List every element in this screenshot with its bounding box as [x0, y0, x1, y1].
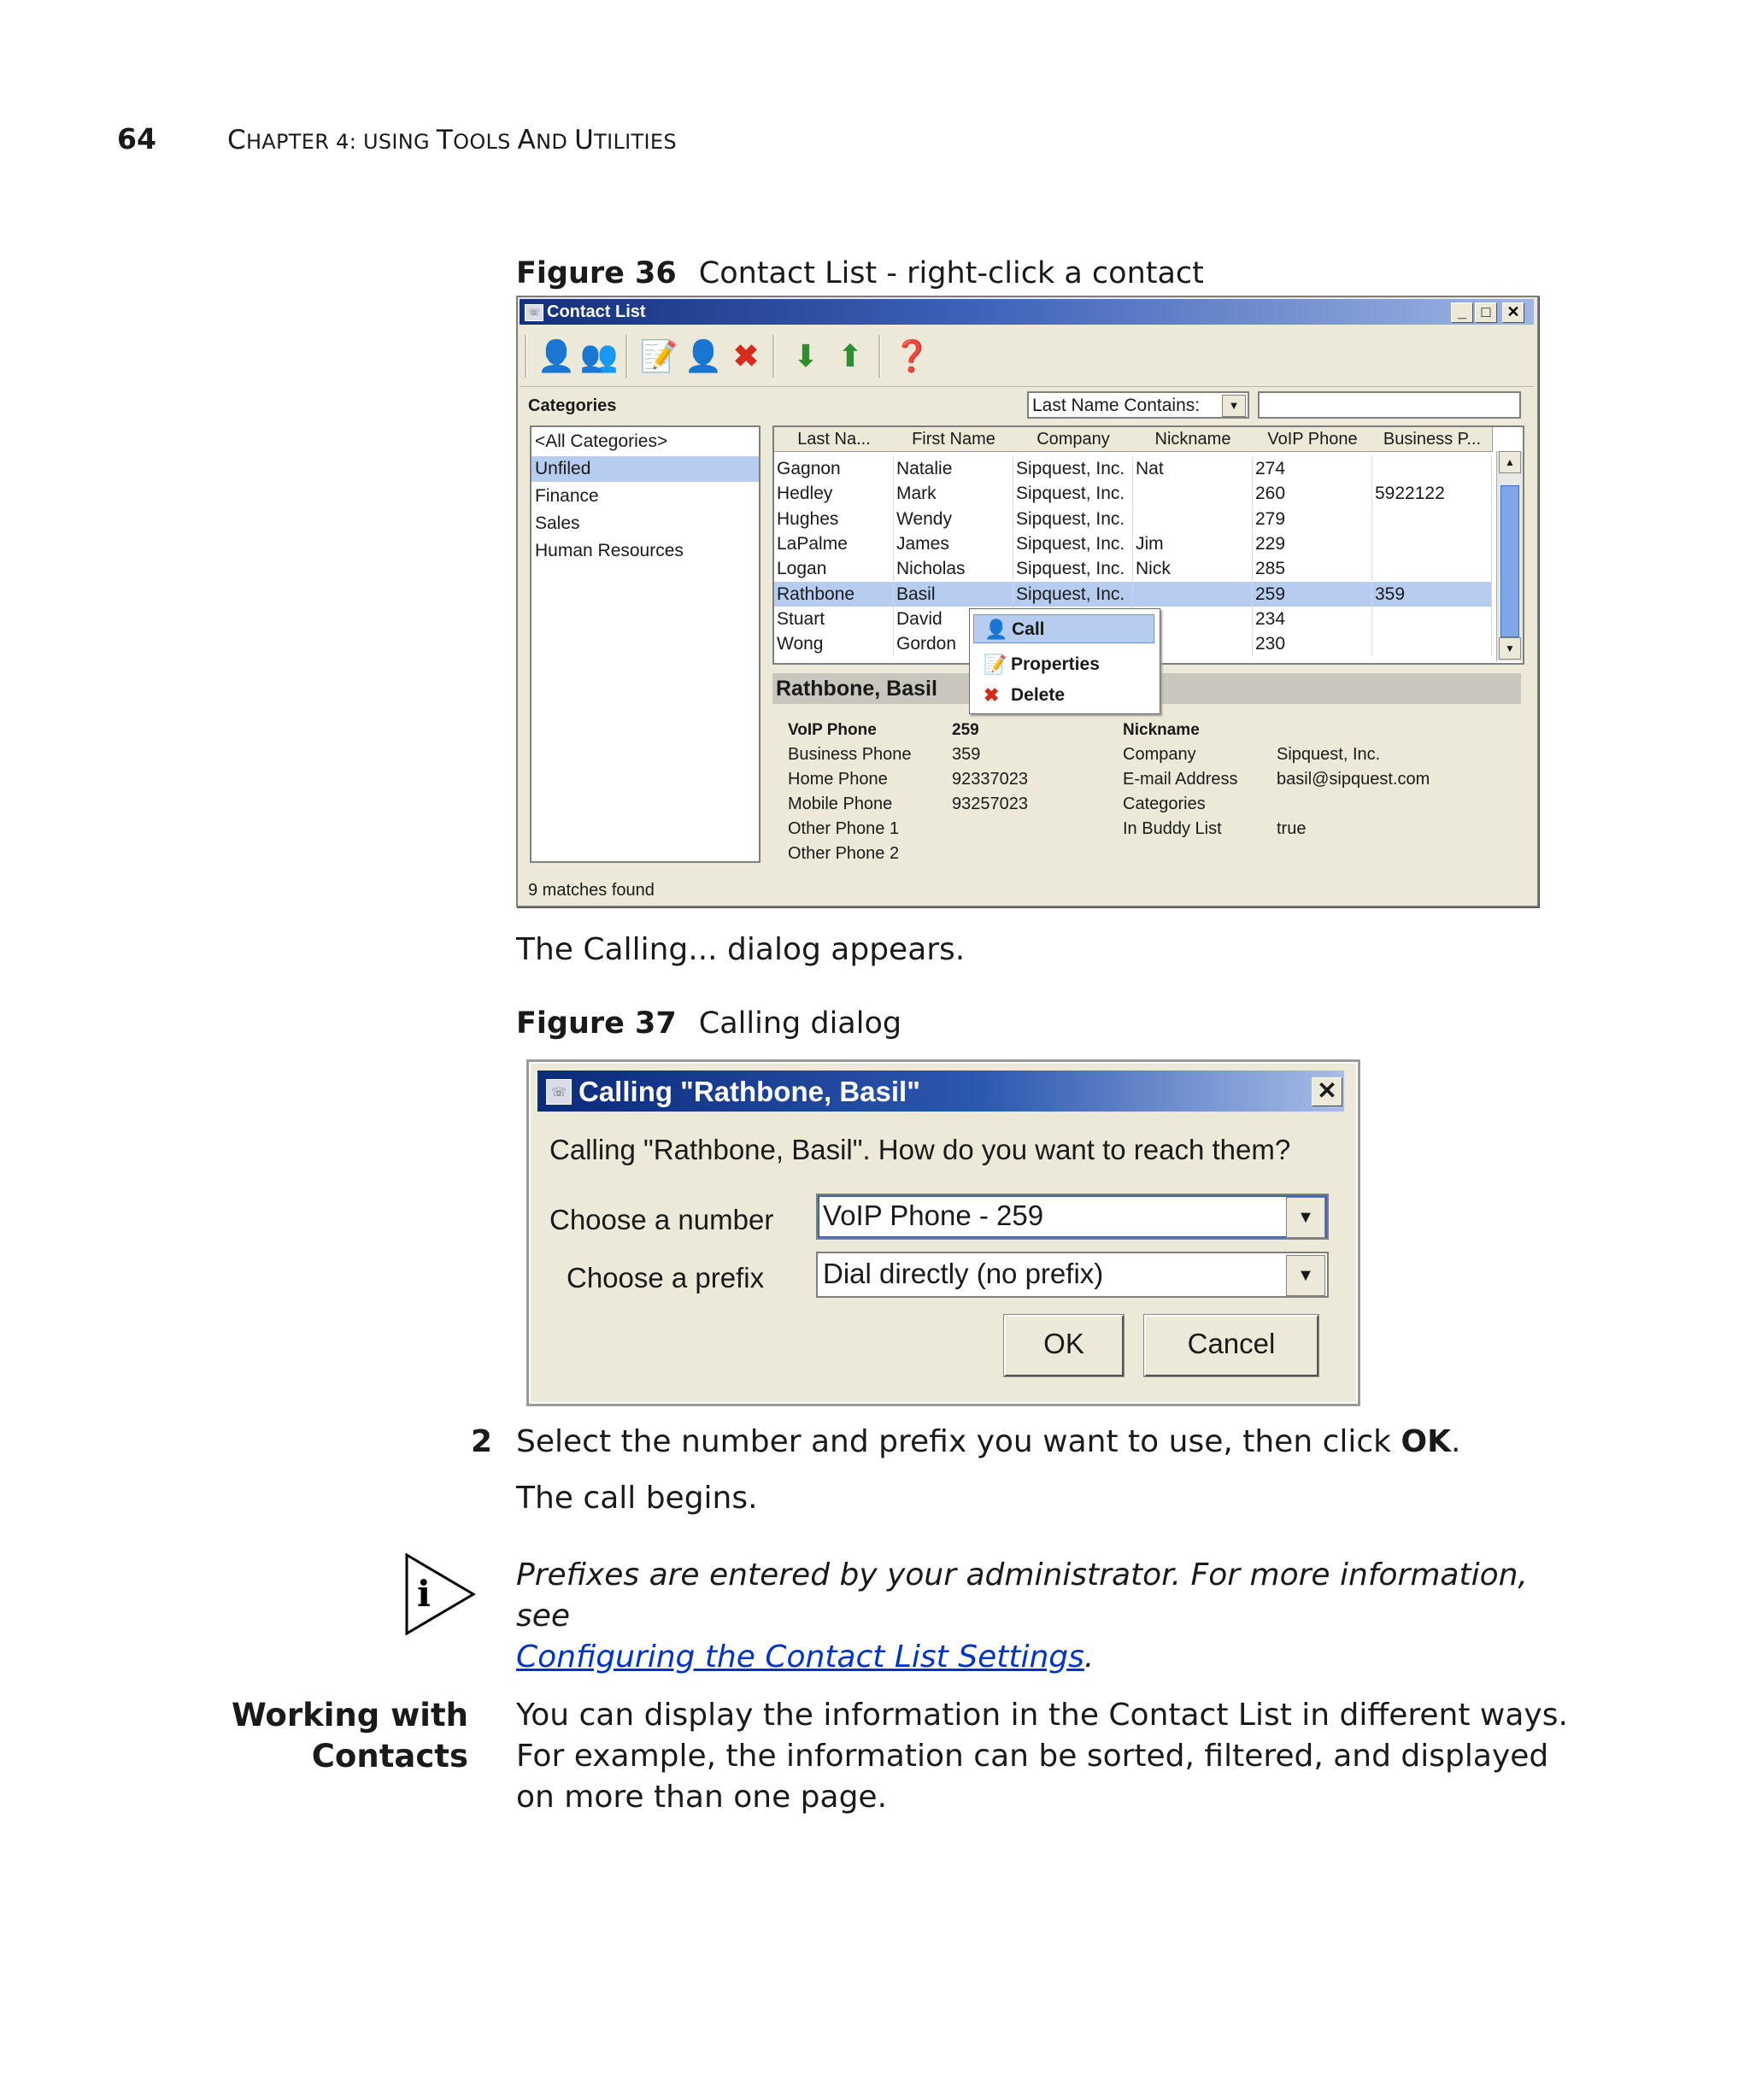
scroll-thumb[interactable] [1500, 485, 1519, 637]
cell-last-name: Wong [774, 631, 894, 656]
cell-nickname [1133, 481, 1253, 506]
detail-contact-name: Rathbone, Basil [776, 677, 937, 701]
table-row[interactable] [774, 481, 1492, 506]
cell-business-phone [1372, 607, 1492, 631]
table-row[interactable] [774, 582, 1492, 607]
cell-last-name: Gagnon [774, 456, 894, 481]
context-menu-properties[interactable]: 📝 Properties [973, 650, 1154, 679]
category-item-sales[interactable]: Sales [535, 513, 580, 533]
cell-business-phone: 359 [1372, 582, 1492, 607]
cell-first-name: Natalie [894, 456, 1013, 481]
import-icon[interactable]: ⬇ [792, 338, 819, 373]
category-item-finance[interactable]: Finance [535, 486, 599, 506]
calling-dialog [526, 1059, 1360, 1406]
close-button[interactable]: ✕ [1502, 302, 1524, 323]
detail-categories-label: Categories [1123, 795, 1206, 813]
cell-last-name: LaPalme [774, 531, 894, 556]
section-heading: Working with Contacts [231, 1697, 468, 1774]
cell-last-name: Hughes [774, 507, 894, 531]
cell-first-name: Mark [894, 481, 1013, 506]
cell-company: Sipquest, Inc. [1013, 456, 1133, 481]
table-row[interactable] [774, 507, 1492, 531]
status-text: 9 matches found [528, 881, 655, 900]
cell-first-name: Wendy [894, 507, 1013, 531]
detail-home-value: 92337023 [952, 770, 1028, 789]
table-scrollbar[interactable] [1496, 451, 1523, 661]
scroll-down-icon[interactable]: ▼ [1499, 637, 1521, 660]
ok-button[interactable]: OK [1004, 1315, 1124, 1376]
cell-first-name: Basil [894, 582, 1013, 607]
window-titlebar[interactable] [520, 299, 1534, 325]
delete-icon[interactable]: ✖ [732, 338, 760, 373]
cell-voip-phone: 259 [1253, 582, 1372, 607]
detail-voip-value: 259 [952, 721, 979, 739]
info-note-icon [405, 1553, 477, 1635]
detail-business-label: Business Phone [788, 745, 912, 764]
chevron-down-icon[interactable]: ▼ [1286, 1197, 1325, 1238]
cell-nickname [1133, 582, 1253, 607]
detail-email-label: E-mail Address [1123, 770, 1238, 789]
add-contact-icon[interactable]: 👤 [537, 338, 576, 373]
number-select[interactable]: VoIP Phone - 259 ▼ [816, 1194, 1329, 1240]
category-item-unfiled[interactable]: Unfiled [531, 456, 759, 482]
filter-mode-select[interactable]: Last Name Contains: ▼ [1027, 391, 1249, 419]
add-group-icon[interactable]: 👥 [579, 338, 619, 373]
category-item-human-resources[interactable]: Human Resources [535, 541, 684, 560]
cell-last-name: Rathbone [774, 582, 894, 607]
detail-mobile-value: 93257023 [952, 795, 1028, 813]
detail-mobile-label: Mobile Phone [788, 795, 893, 813]
maximize-button[interactable]: □ [1475, 302, 1497, 323]
figure-36-caption: Figure 36 Contact List - right-click a contact [516, 256, 1204, 290]
cell-business-phone [1372, 456, 1492, 481]
scroll-up-icon[interactable]: ▲ [1499, 451, 1521, 473]
cell-nickname [1133, 507, 1253, 531]
column-header-nickname[interactable]: Nickname [1133, 427, 1254, 452]
cell-voip-phone: 234 [1253, 607, 1372, 631]
cell-first-name: James [894, 531, 1013, 556]
edit-contact-icon[interactable]: 📝 [639, 338, 678, 373]
cell-voip-phone: 260 [1253, 481, 1372, 506]
cell-business-phone [1372, 507, 1492, 531]
choose-number-label: Choose a number [549, 1204, 774, 1235]
detail-voip-label: VoIP Phone [788, 721, 877, 739]
cell-first-name: Gordon [894, 631, 1013, 656]
category-item-all[interactable]: <All Categories> [535, 431, 668, 451]
cell-voip-phone: 274 [1253, 456, 1372, 481]
cell-business-phone [1372, 531, 1492, 556]
cell-voip-phone: 285 [1253, 556, 1372, 581]
detail-company-value: Sipquest, Inc. [1277, 745, 1381, 764]
cell-first-name: David [894, 607, 1013, 631]
cell-business-phone [1372, 556, 1492, 581]
app-icon: ☏ [546, 1079, 572, 1105]
filter-input[interactable] [1258, 391, 1521, 419]
detail-company-label: Company [1123, 745, 1196, 764]
dialog-title: Calling "Rathbone, Basil" [578, 1076, 920, 1107]
detail-buddy-value: true [1277, 819, 1307, 838]
app-icon: ☏ [525, 304, 543, 321]
cell-nickname: Jim [1133, 531, 1253, 556]
cell-business-phone: 5922122 [1372, 481, 1492, 506]
chapter-title: CHAPTER 4: USING TOOLS AND UTILITIES [227, 125, 677, 155]
cell-company: Sipquest, Inc. [1013, 556, 1133, 581]
table-row[interactable] [774, 456, 1492, 481]
step-2-text: Select the number and prefix you want to use, then click OK. [516, 1424, 1461, 1459]
cell-voip-phone: 230 [1253, 631, 1372, 656]
cell-company: Sipquest, Inc. [1013, 582, 1133, 607]
section-body: You can display the information in the Contact List in different ways. For example, the information can be sorted, filtered, and displayed on more than one page. [516, 1698, 1568, 1815]
cell-voip-phone: 279 [1253, 507, 1372, 531]
cell-company: Sipquest, Inc. [1013, 531, 1133, 556]
prefix-select[interactable]: Dial directly (no prefix) ▼ [816, 1252, 1329, 1298]
contact-list-settings-link[interactable]: Configuring the Contact List Settings [516, 1640, 1084, 1675]
detail-business-value: 359 [952, 745, 981, 764]
context-menu [969, 608, 1160, 714]
column-header-last-name[interactable]: Last Na... [774, 427, 895, 452]
export-icon[interactable]: ⬆ [837, 338, 864, 373]
choose-prefix-label: Choose a prefix [567, 1262, 765, 1293]
column-header-business-phone[interactable]: Business P... [1372, 427, 1493, 452]
context-menu-delete[interactable]: ✖ Delete [973, 681, 1154, 710]
toolbar-separator [772, 335, 775, 378]
toolbar-separator [625, 335, 628, 378]
cell-first-name: Nicholas [894, 556, 1013, 581]
toolbar-separator [878, 335, 881, 378]
cancel-button[interactable]: Cancel [1144, 1315, 1318, 1376]
table-row[interactable] [774, 556, 1492, 581]
svg-text:i: i [417, 1573, 431, 1615]
detail-email-value: basil@sipquest.com [1277, 770, 1430, 789]
column-header-company[interactable]: Company [1013, 427, 1134, 452]
step-number: 2 [471, 1424, 493, 1459]
cell-last-name: Logan [774, 556, 894, 581]
dialog-titlebar[interactable] [537, 1071, 1344, 1112]
properties-icon: 📝 [984, 654, 1007, 675]
table-row[interactable] [774, 531, 1492, 556]
detail-other2-label: Other Phone 2 [788, 844, 900, 863]
column-header-first-name[interactable]: First Name [894, 427, 1014, 452]
cell-company: Sipquest, Inc. [1013, 481, 1133, 506]
cell-nickname: Nat [1133, 456, 1253, 481]
cell-last-name: Stuart [774, 607, 894, 631]
detail-nickname-label: Nickname [1123, 721, 1200, 739]
window-title: Contact List [547, 302, 646, 321]
calling-dialog-appears-text: The Calling... dialog appears. [516, 932, 966, 967]
call-icon: 👤 [984, 619, 1008, 640]
note-text: Prefixes are entered by your administrator. For more information, see Configuring the Contact List Settings. [516, 1557, 1528, 1675]
category-list [530, 425, 760, 863]
cell-nickname: Nick [1133, 556, 1253, 581]
page-number: 64 [117, 122, 156, 155]
cell-last-name: Hedley [774, 481, 894, 506]
dialog-prompt: Calling "Rathbone, Basil". How do you want to reach them? [549, 1134, 1291, 1165]
detail-buddy-label: In Buddy List [1123, 819, 1222, 838]
chevron-down-icon[interactable]: ▼ [1286, 1255, 1325, 1296]
close-button[interactable]: ✕ [1312, 1077, 1342, 1106]
help-icon[interactable]: ❓ [892, 338, 931, 373]
column-header-voip-phone[interactable]: VoIP Phone [1253, 427, 1373, 452]
categories-label: Categories [528, 396, 617, 415]
delete-icon: ✖ [984, 684, 1000, 706]
context-menu-call[interactable]: 👤 Call [973, 614, 1154, 643]
detail-other1-label: Other Phone 1 [788, 819, 900, 838]
call-begins-text: The call begins. [516, 1481, 758, 1516]
chevron-down-icon[interactable]: ▼ [1222, 395, 1246, 417]
detail-home-label: Home Phone [788, 770, 888, 789]
toolbar [520, 326, 1534, 387]
figure-37-caption: Figure 37 Calling dialog [516, 1006, 902, 1041]
cell-company: Sipquest, Inc. [1013, 507, 1133, 531]
cell-business-phone [1372, 631, 1492, 656]
contact-properties-icon[interactable]: 👤 [684, 338, 723, 373]
contact-list-window [516, 296, 1539, 907]
minimize-button[interactable]: _ [1451, 302, 1473, 323]
toolbar-grip [525, 335, 527, 378]
cell-voip-phone: 229 [1253, 531, 1372, 556]
